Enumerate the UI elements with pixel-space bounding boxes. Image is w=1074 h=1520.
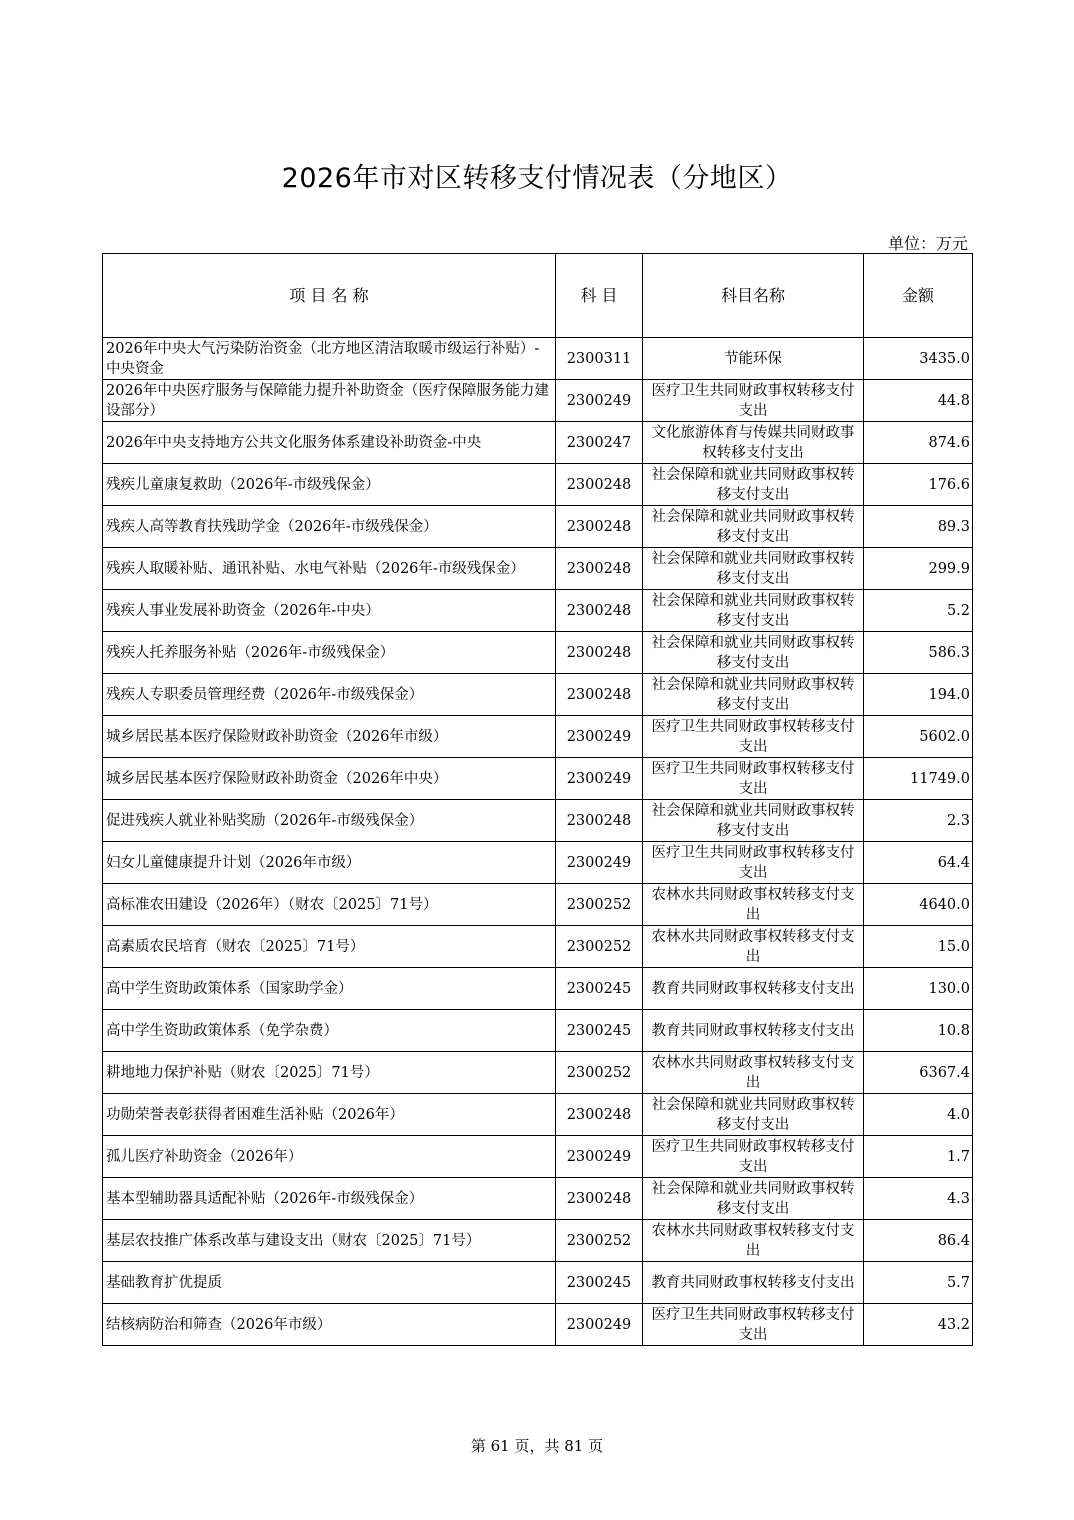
subject-code-cell: 2300247 [556, 422, 643, 464]
subject-name-cell: 社会保障和就业共同财政事权转移支付支出 [643, 590, 864, 632]
header-subject-code: 科 目 [556, 254, 643, 338]
project-name-cell: 残疾人托养服务补贴（2026年-市级残保金） [103, 632, 556, 674]
table-row [103, 380, 973, 422]
subject-name-cell: 社会保障和就业共同财政事权转移支付支出 [643, 1094, 864, 1136]
subject-name-cell: 社会保障和就业共同财政事权转移支付支出 [643, 800, 864, 842]
subject-code-cell: 2300245 [556, 1010, 643, 1052]
amount-cell: 4640.0 [864, 884, 973, 926]
subject-code-cell: 2300248 [556, 674, 643, 716]
amount-cell: 15.0 [864, 926, 973, 968]
project-name-cell: 促进残疾人就业补贴奖励（2026年-市级残保金） [103, 800, 556, 842]
project-name-cell: 孤儿医疗补助资金（2026年） [103, 1136, 556, 1178]
amount-cell: 11749.0 [864, 758, 973, 800]
table-row [103, 548, 973, 590]
amount-cell: 299.9 [864, 548, 973, 590]
table-row [103, 1010, 973, 1052]
subject-name-cell: 农林水共同财政事权转移支付支出 [643, 884, 864, 926]
subject-code-cell: 2300248 [556, 590, 643, 632]
subject-code-cell: 2300248 [556, 800, 643, 842]
subject-code-cell: 2300248 [556, 1094, 643, 1136]
table-row [103, 758, 973, 800]
subject-name-cell: 文化旅游体育与传媒共同财政事权转移支付支出 [643, 422, 864, 464]
transfer-payment-table [102, 253, 973, 1346]
project-name-cell: 城乡居民基本医疗保险财政补助资金（2026年中央） [103, 758, 556, 800]
table-row [103, 1094, 973, 1136]
header-amount: 金额 [864, 254, 973, 338]
table-row [103, 1262, 973, 1304]
subject-name-cell: 社会保障和就业共同财政事权转移支付支出 [643, 632, 864, 674]
project-name-cell: 高中学生资助政策体系（免学杂费） [103, 1010, 556, 1052]
table-row [103, 338, 973, 380]
subject-code-cell: 2300248 [556, 632, 643, 674]
subject-name-cell: 医疗卫生共同财政事权转移支付支出 [643, 716, 864, 758]
subject-name-cell: 医疗卫生共同财政事权转移支付支出 [643, 1136, 864, 1178]
subject-code-cell: 2300245 [556, 968, 643, 1010]
amount-cell: 6367.4 [864, 1052, 973, 1094]
table-row [103, 506, 973, 548]
subject-name-cell: 医疗卫生共同财政事权转移支付支出 [643, 842, 864, 884]
amount-cell: 176.6 [864, 464, 973, 506]
subject-code-cell: 2300252 [556, 884, 643, 926]
subject-code-cell: 2300311 [556, 338, 643, 380]
subject-name-cell: 教育共同财政事权转移支付支出 [643, 1010, 864, 1052]
subject-code-cell: 2300249 [556, 758, 643, 800]
project-name-cell: 耕地地力保护补贴（财农〔2025〕71号） [103, 1052, 556, 1094]
table-row [103, 1304, 973, 1346]
table-row [103, 1178, 973, 1220]
project-name-cell: 基本型辅助器具适配补贴（2026年-市级残保金） [103, 1178, 556, 1220]
amount-cell: 64.4 [864, 842, 973, 884]
subject-name-cell: 社会保障和就业共同财政事权转移支付支出 [643, 464, 864, 506]
table-row [103, 968, 973, 1010]
amount-cell: 4.0 [864, 1094, 973, 1136]
subject-name-cell: 农林水共同财政事权转移支付支出 [643, 1220, 864, 1262]
project-name-cell: 结核病防治和筛查（2026年市级） [103, 1304, 556, 1346]
table-header-row [103, 254, 973, 338]
subject-code-cell: 2300252 [556, 926, 643, 968]
amount-cell: 44.8 [864, 380, 973, 422]
subject-code-cell: 2300252 [556, 1052, 643, 1094]
project-name-cell: 残疾儿童康复救助（2026年-市级残保金） [103, 464, 556, 506]
amount-cell: 89.3 [864, 506, 973, 548]
page-footer: 第 61 页，共 81 页 [470, 1437, 604, 1455]
project-name-cell: 高中学生资助政策体系（国家助学金） [103, 968, 556, 1010]
table-row [103, 632, 973, 674]
project-name-cell: 2026年中央大气污染防治资金（北方地区清洁取暖市级运行补贴）-中央资金 [103, 338, 556, 380]
subject-code-cell: 2300248 [556, 506, 643, 548]
table-row [103, 1220, 973, 1262]
amount-cell: 3435.0 [864, 338, 973, 380]
project-name-cell: 城乡居民基本医疗保险财政补助资金（2026年市级） [103, 716, 556, 758]
table-body [103, 338, 973, 1346]
amount-cell: 10.8 [864, 1010, 973, 1052]
subject-code-cell: 2300248 [556, 548, 643, 590]
table-row [103, 716, 973, 758]
amount-cell: 194.0 [864, 674, 973, 716]
table-row [103, 1136, 973, 1178]
subject-code-cell: 2300249 [556, 842, 643, 884]
subject-code-cell: 2300248 [556, 1178, 643, 1220]
amount-cell: 874.6 [864, 422, 973, 464]
project-name-cell: 残疾人高等教育扶残助学金（2026年-市级残保金） [103, 506, 556, 548]
amount-cell: 5.7 [864, 1262, 973, 1304]
subject-name-cell: 社会保障和就业共同财政事权转移支付支出 [643, 1178, 864, 1220]
amount-cell: 86.4 [864, 1220, 973, 1262]
table-row [103, 926, 973, 968]
subject-name-cell: 社会保障和就业共同财政事权转移支付支出 [643, 548, 864, 590]
subject-code-cell: 2300249 [556, 716, 643, 758]
project-name-cell: 高素质农民培育（财农〔2025〕71号） [103, 926, 556, 968]
amount-cell: 5.2 [864, 590, 973, 632]
page-title: 2026年市对区转移支付情况表（分地区） [281, 163, 793, 194]
subject-name-cell: 节能环保 [643, 338, 864, 380]
project-name-cell: 2026年中央医疗服务与保障能力提升补助资金（医疗保障服务能力建设部分） [103, 380, 556, 422]
table-row [103, 464, 973, 506]
amount-cell: 2.3 [864, 800, 973, 842]
subject-name-cell: 社会保障和就业共同财政事权转移支付支出 [643, 674, 864, 716]
unit-label: 单位：万元 [887, 234, 968, 253]
project-name-cell: 高标准农田建设（2026年）（财农〔2025〕71号） [103, 884, 556, 926]
subject-code-cell: 2300249 [556, 1136, 643, 1178]
subject-name-cell: 教育共同财政事权转移支付支出 [643, 968, 864, 1010]
subject-code-cell: 2300245 [556, 1262, 643, 1304]
subject-name-cell: 社会保障和就业共同财政事权转移支付支出 [643, 506, 864, 548]
project-name-cell: 残疾人取暖补贴、通讯补贴、水电气补贴（2026年-市级残保金） [103, 548, 556, 590]
subject-name-cell: 教育共同财政事权转移支付支出 [643, 1262, 864, 1304]
subject-code-cell: 2300249 [556, 1304, 643, 1346]
table-row [103, 800, 973, 842]
table-row [103, 422, 973, 464]
project-name-cell: 妇女儿童健康提升计划（2026年市级） [103, 842, 556, 884]
project-name-cell: 功勋荣誉表彰获得者困难生活补贴（2026年） [103, 1094, 556, 1136]
project-name-cell: 基础教育扩优提质 [103, 1262, 556, 1304]
subject-name-cell: 农林水共同财政事权转移支付支出 [643, 926, 864, 968]
table-row [103, 884, 973, 926]
project-name-cell: 残疾人专职委员管理经费（2026年-市级残保金） [103, 674, 556, 716]
amount-cell: 586.3 [864, 632, 973, 674]
header-subject-name: 科目名称 [643, 254, 864, 338]
subject-name-cell: 农林水共同财政事权转移支付支出 [643, 1052, 864, 1094]
subject-code-cell: 2300248 [556, 464, 643, 506]
project-name-cell: 残疾人事业发展补助资金（2026年-中央） [103, 590, 556, 632]
subject-code-cell: 2300249 [556, 380, 643, 422]
amount-cell: 43.2 [864, 1304, 973, 1346]
amount-cell: 5602.0 [864, 716, 973, 758]
table-row [103, 842, 973, 884]
project-name-cell: 基层农技推广体系改革与建设支出（财农〔2025〕71号） [103, 1220, 556, 1262]
subject-name-cell: 医疗卫生共同财政事权转移支付支出 [643, 1304, 864, 1346]
table-row [103, 674, 973, 716]
amount-cell: 1.7 [864, 1136, 973, 1178]
subject-code-cell: 2300252 [556, 1220, 643, 1262]
table-row [103, 590, 973, 632]
amount-cell: 4.3 [864, 1178, 973, 1220]
amount-cell: 130.0 [864, 968, 973, 1010]
header-project-name: 项 目 名 称 [103, 254, 556, 338]
table-row [103, 1052, 973, 1094]
subject-name-cell: 医疗卫生共同财政事权转移支付支出 [643, 758, 864, 800]
subject-name-cell: 医疗卫生共同财政事权转移支付支出 [643, 380, 864, 422]
project-name-cell: 2026年中央支持地方公共文化服务体系建设补助资金-中央 [103, 422, 556, 464]
